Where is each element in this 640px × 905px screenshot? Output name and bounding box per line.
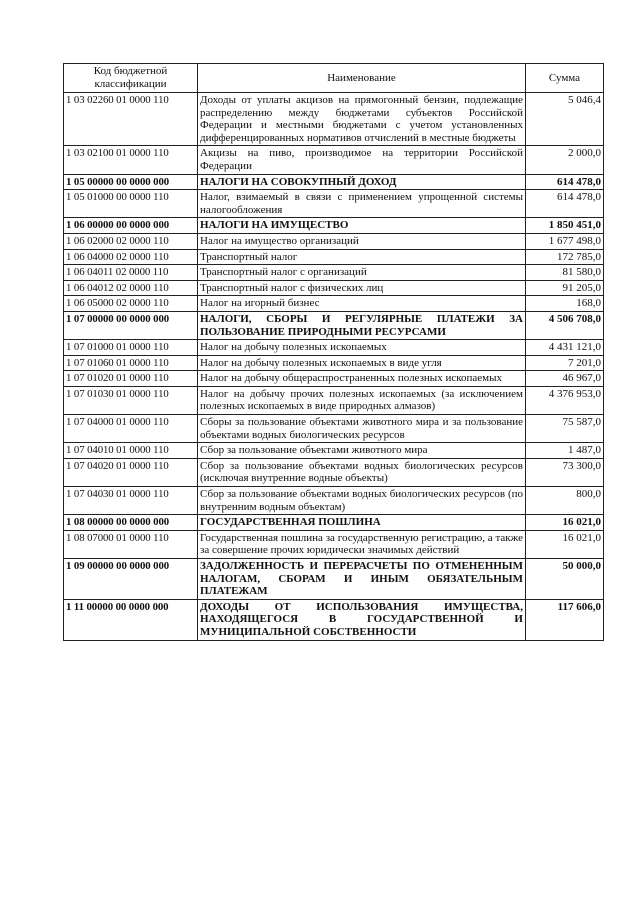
table-row — [64, 296, 604, 312]
row-sum: 1 677 498,0 — [526, 233, 604, 249]
row-sum: 4 431 121,0 — [526, 340, 604, 356]
table-row — [64, 530, 604, 558]
row-sum: 4 376 953,0 — [526, 386, 604, 414]
row-name: НАЛОГИ НА ИМУЩЕСТВО — [198, 218, 526, 234]
row-name: Акцизы на пиво, производимое на территории Российской Федерации — [198, 146, 526, 174]
row-name: Налог на имущество организаций — [198, 233, 526, 249]
row-name: Транспортный налог с физических лиц — [198, 280, 526, 296]
row-sum: 1 487,0 — [526, 443, 604, 459]
row-sum: 16 021,0 — [526, 530, 604, 558]
row-name: Транспортный налог — [198, 249, 526, 265]
row-code: 1 06 05000 02 0000 110 — [64, 296, 198, 312]
row-code: 1 06 00000 00 0000 000 — [64, 218, 198, 234]
row-name: Сбор за пользование объектами водных биологических ресурсов (по внутренним водным объектам) — [198, 487, 526, 515]
table-row — [64, 355, 604, 371]
header-sum: Сумма — [526, 64, 604, 93]
row-sum: 75 587,0 — [526, 415, 604, 443]
row-code: 1 08 00000 00 0000 000 — [64, 515, 198, 531]
row-code: 1 09 00000 00 0000 000 — [64, 559, 198, 600]
row-code: 1 07 04030 01 0000 110 — [64, 487, 198, 515]
row-sum: 614 478,0 — [526, 174, 604, 190]
table-row — [64, 93, 604, 146]
row-code: 1 06 02000 02 0000 110 — [64, 233, 198, 249]
table-row — [64, 458, 604, 486]
row-code: 1 07 01000 01 0000 110 — [64, 340, 198, 356]
row-code: 1 08 07000 01 0000 110 — [64, 530, 198, 558]
row-name: Налог на игорный бизнес — [198, 296, 526, 312]
row-sum: 46 967,0 — [526, 371, 604, 387]
row-sum: 614 478,0 — [526, 190, 604, 218]
table-row — [64, 265, 604, 281]
row-sum: 1 850 451,0 — [526, 218, 604, 234]
row-code: 1 07 01020 01 0000 110 — [64, 371, 198, 387]
row-name: Государственная пошлина за государственную регистрацию, а также за совершение прочих юридически значимых действий — [198, 530, 526, 558]
row-name: Налог, взимаемый в связи с применением упрощенной системы налогообложения — [198, 190, 526, 218]
table-row — [64, 599, 604, 640]
row-name: Налог на добычу общераспространенных полезных ископаемых — [198, 371, 526, 387]
row-name: ДОХОДЫ ОТ ИСПОЛЬЗОВАНИЯ ИМУЩЕСТВА, НАХОДЯЩЕГОСЯ В ГОСУДАРСТВЕННОЙ И МУНИЦИПАЛЬНОЙ СОБСТВЕННОСТИ — [198, 599, 526, 640]
row-code: 1 05 00000 00 0000 000 — [64, 174, 198, 190]
table-row — [64, 174, 604, 190]
table-row — [64, 443, 604, 459]
row-code: 1 06 04011 02 0000 110 — [64, 265, 198, 281]
row-sum: 7 201,0 — [526, 355, 604, 371]
row-code: 1 05 01000 00 0000 110 — [64, 190, 198, 218]
row-code: 1 07 00000 00 0000 000 — [64, 311, 198, 339]
table-row — [64, 233, 604, 249]
row-code: 1 06 04000 02 0000 110 — [64, 249, 198, 265]
table-row — [64, 559, 604, 600]
table-row — [64, 487, 604, 515]
row-code: 1 11 00000 00 0000 000 — [64, 599, 198, 640]
table-body — [64, 93, 604, 641]
row-code: 1 03 02260 01 0000 110 — [64, 93, 198, 146]
row-code: 1 06 04012 02 0000 110 — [64, 280, 198, 296]
header-name: Наименование — [198, 64, 526, 93]
row-name: Доходы от уплаты акцизов на прямогонный бензин, подлежащие распределению между бюджетами субъектов Российской Федерации и местными бюджетами с учетом установленных дифференцированных нормативов отчислений в местные бюджеты — [198, 93, 526, 146]
row-sum: 172 785,0 — [526, 249, 604, 265]
row-name: ЗАДОЛЖЕННОСТЬ И ПЕРЕРАСЧЕТЫ ПО ОТМЕНЕННЫМ НАЛОГАМ, СБОРАМ И ИНЫМ ОБЯЗАТЕЛЬНЫМ ПЛАТЕЖАМ — [198, 559, 526, 600]
table-header-row — [64, 64, 604, 93]
row-code: 1 03 02100 01 0000 110 — [64, 146, 198, 174]
document-sheet — [63, 63, 603, 641]
table-row — [64, 249, 604, 265]
table-row — [64, 280, 604, 296]
row-name: Налог на добычу полезных ископаемых — [198, 340, 526, 356]
row-code: 1 07 04000 01 0000 110 — [64, 415, 198, 443]
table-row — [64, 340, 604, 356]
row-sum: 16 021,0 — [526, 515, 604, 531]
row-code: 1 07 01030 01 0000 110 — [64, 386, 198, 414]
row-name: ГОСУДАРСТВЕННАЯ ПОШЛИНА — [198, 515, 526, 531]
row-sum: 81 580,0 — [526, 265, 604, 281]
table-row — [64, 386, 604, 414]
row-name: Транспортный налог с организаций — [198, 265, 526, 281]
table-row — [64, 190, 604, 218]
row-sum: 2 000,0 — [526, 146, 604, 174]
row-code: 1 07 01060 01 0000 110 — [64, 355, 198, 371]
row-name: Сбор за пользование объектами водных биологических ресурсов (исключая внутренние водные объекты) — [198, 458, 526, 486]
table-row — [64, 311, 604, 339]
row-sum: 73 300,0 — [526, 458, 604, 486]
row-sum: 4 506 708,0 — [526, 311, 604, 339]
row-name: Сбор за пользование объектами животного мира — [198, 443, 526, 459]
row-sum: 50 000,0 — [526, 559, 604, 600]
row-code: 1 07 04010 01 0000 110 — [64, 443, 198, 459]
table-row — [64, 371, 604, 387]
table-row — [64, 515, 604, 531]
row-name: Сборы за пользование объектами животного мира и за пользование объектами водных биологических ресурсов — [198, 415, 526, 443]
table-row — [64, 218, 604, 234]
row-code: 1 07 04020 01 0000 110 — [64, 458, 198, 486]
row-sum: 91 205,0 — [526, 280, 604, 296]
row-name: НАЛОГИ НА СОВОКУПНЫЙ ДОХОД — [198, 174, 526, 190]
row-name: НАЛОГИ, СБОРЫ И РЕГУЛЯРНЫЕ ПЛАТЕЖИ ЗА ПОЛЬЗОВАНИЕ ПРИРОДНЫМИ РЕСУРСАМИ — [198, 311, 526, 339]
row-sum: 5 046,4 — [526, 93, 604, 146]
table-row — [64, 415, 604, 443]
table-row — [64, 146, 604, 174]
row-sum: 117 606,0 — [526, 599, 604, 640]
row-name: Налог на добычу прочих полезных ископаемых (за исключением полезных ископаемых в виде природных алмазов) — [198, 386, 526, 414]
row-sum: 800,0 — [526, 487, 604, 515]
header-code: Код бюджетной классификации — [64, 64, 198, 93]
budget-revenue-table — [63, 63, 604, 641]
row-sum: 168,0 — [526, 296, 604, 312]
row-name: Налог на добычу полезных ископаемых в виде угля — [198, 355, 526, 371]
